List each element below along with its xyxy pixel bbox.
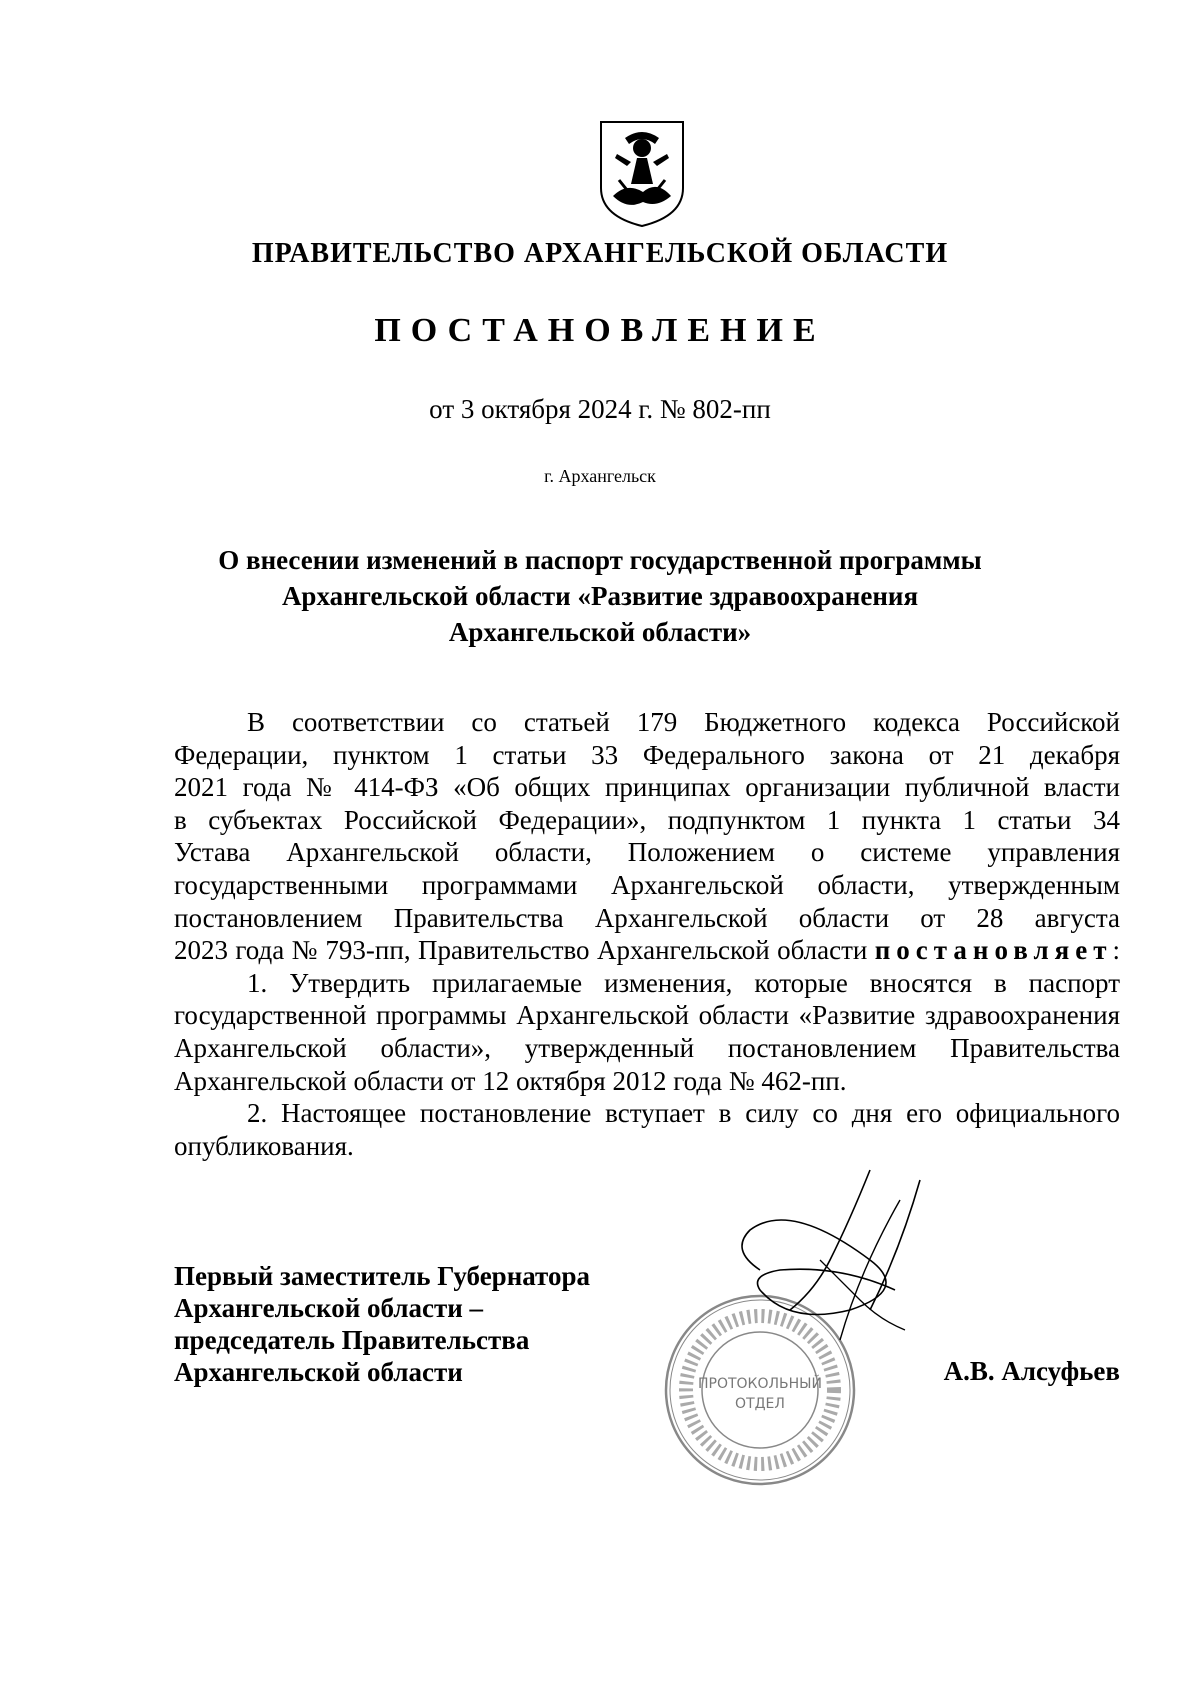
body-line: 2. Настоящее постановление вступает в силу со дня его официального bbox=[247, 1098, 1120, 1129]
body-line: Архангельской области от 12 октября 2012 года № 462-пп. bbox=[174, 1065, 847, 1096]
decree-prefix: 2023 года № 793-пп, Правительство Архангельской области bbox=[174, 935, 868, 966]
signer-position-line: Первый заместитель Губернатора bbox=[174, 1261, 590, 1291]
body-line-decree bbox=[174, 934, 1120, 967]
body-line: опубликования. bbox=[174, 1130, 354, 1161]
document-city: г. Архангельск bbox=[544, 466, 656, 486]
body-line: в субъектах Российской Федерации», подпунктом 1 пункта 1 статьи 34 bbox=[174, 804, 1120, 835]
document-subject bbox=[0, 542, 1200, 650]
body-line: Устава Архангельской области, Положением о системе управления bbox=[174, 837, 1120, 868]
signer-name: А.В. Алсуфьев bbox=[943, 1356, 1120, 1386]
government-title: ПРАВИТЕЛЬСТВО АРХАНГЕЛЬСКОЙ ОБЛАСТИ bbox=[251, 238, 949, 269]
document-date-number: от 3 октября 2024 г. № 802-пп bbox=[429, 394, 771, 424]
body-line: Архангельской области», утвержденный постановлением Правительства bbox=[174, 1032, 1120, 1063]
document-type: ПОСТАНОВЛЕНИЕ bbox=[374, 312, 826, 349]
document-body bbox=[174, 706, 1120, 1162]
body-line: государственными программами Архангельской области, утвержденным bbox=[174, 869, 1120, 900]
body-line: 1. Утвердить прилагаемые изменения, которые вносятся в паспорт bbox=[247, 967, 1120, 998]
stamp-text: ОТДЕЛ bbox=[735, 1396, 785, 1412]
subject-line: Архангельской области» bbox=[448, 617, 752, 647]
subject-line: О внесении изменений в паспорт государственной программы bbox=[218, 545, 982, 575]
arkhangelsk-coat-of-arms-icon bbox=[597, 118, 687, 228]
body-line: Федерации, пунктом 1 статьи 33 Федерального закона от 21 декабря bbox=[174, 739, 1120, 770]
stamp-text: ПРОТОКОЛЬНЫЙ bbox=[697, 1376, 823, 1392]
signer-position-line: председатель Правительства bbox=[174, 1325, 530, 1355]
body-line: постановлением Правительства Архангельской области от 28 августа bbox=[174, 902, 1120, 933]
body-line: В соответствии со статьей 179 Бюджетного кодекса Российской bbox=[247, 707, 1120, 737]
handwritten-signature-icon bbox=[720, 1160, 950, 1360]
decree-word: постановляет bbox=[874, 935, 1113, 966]
signer-position bbox=[174, 1260, 590, 1388]
body-line: 2021 года № 414-ФЗ «Об общих принципах организации публичной власти bbox=[174, 772, 1120, 803]
subject-line: Архангельской области «Развитие здравоохранения bbox=[281, 581, 919, 611]
signer-position-line: Архангельской области – bbox=[174, 1293, 484, 1323]
decree-suffix: : bbox=[1112, 935, 1121, 966]
signer-position-line: Архангельской области bbox=[174, 1357, 463, 1387]
body-line: государственной программы Архангельской области «Развитие здравоохранения bbox=[174, 1000, 1120, 1031]
